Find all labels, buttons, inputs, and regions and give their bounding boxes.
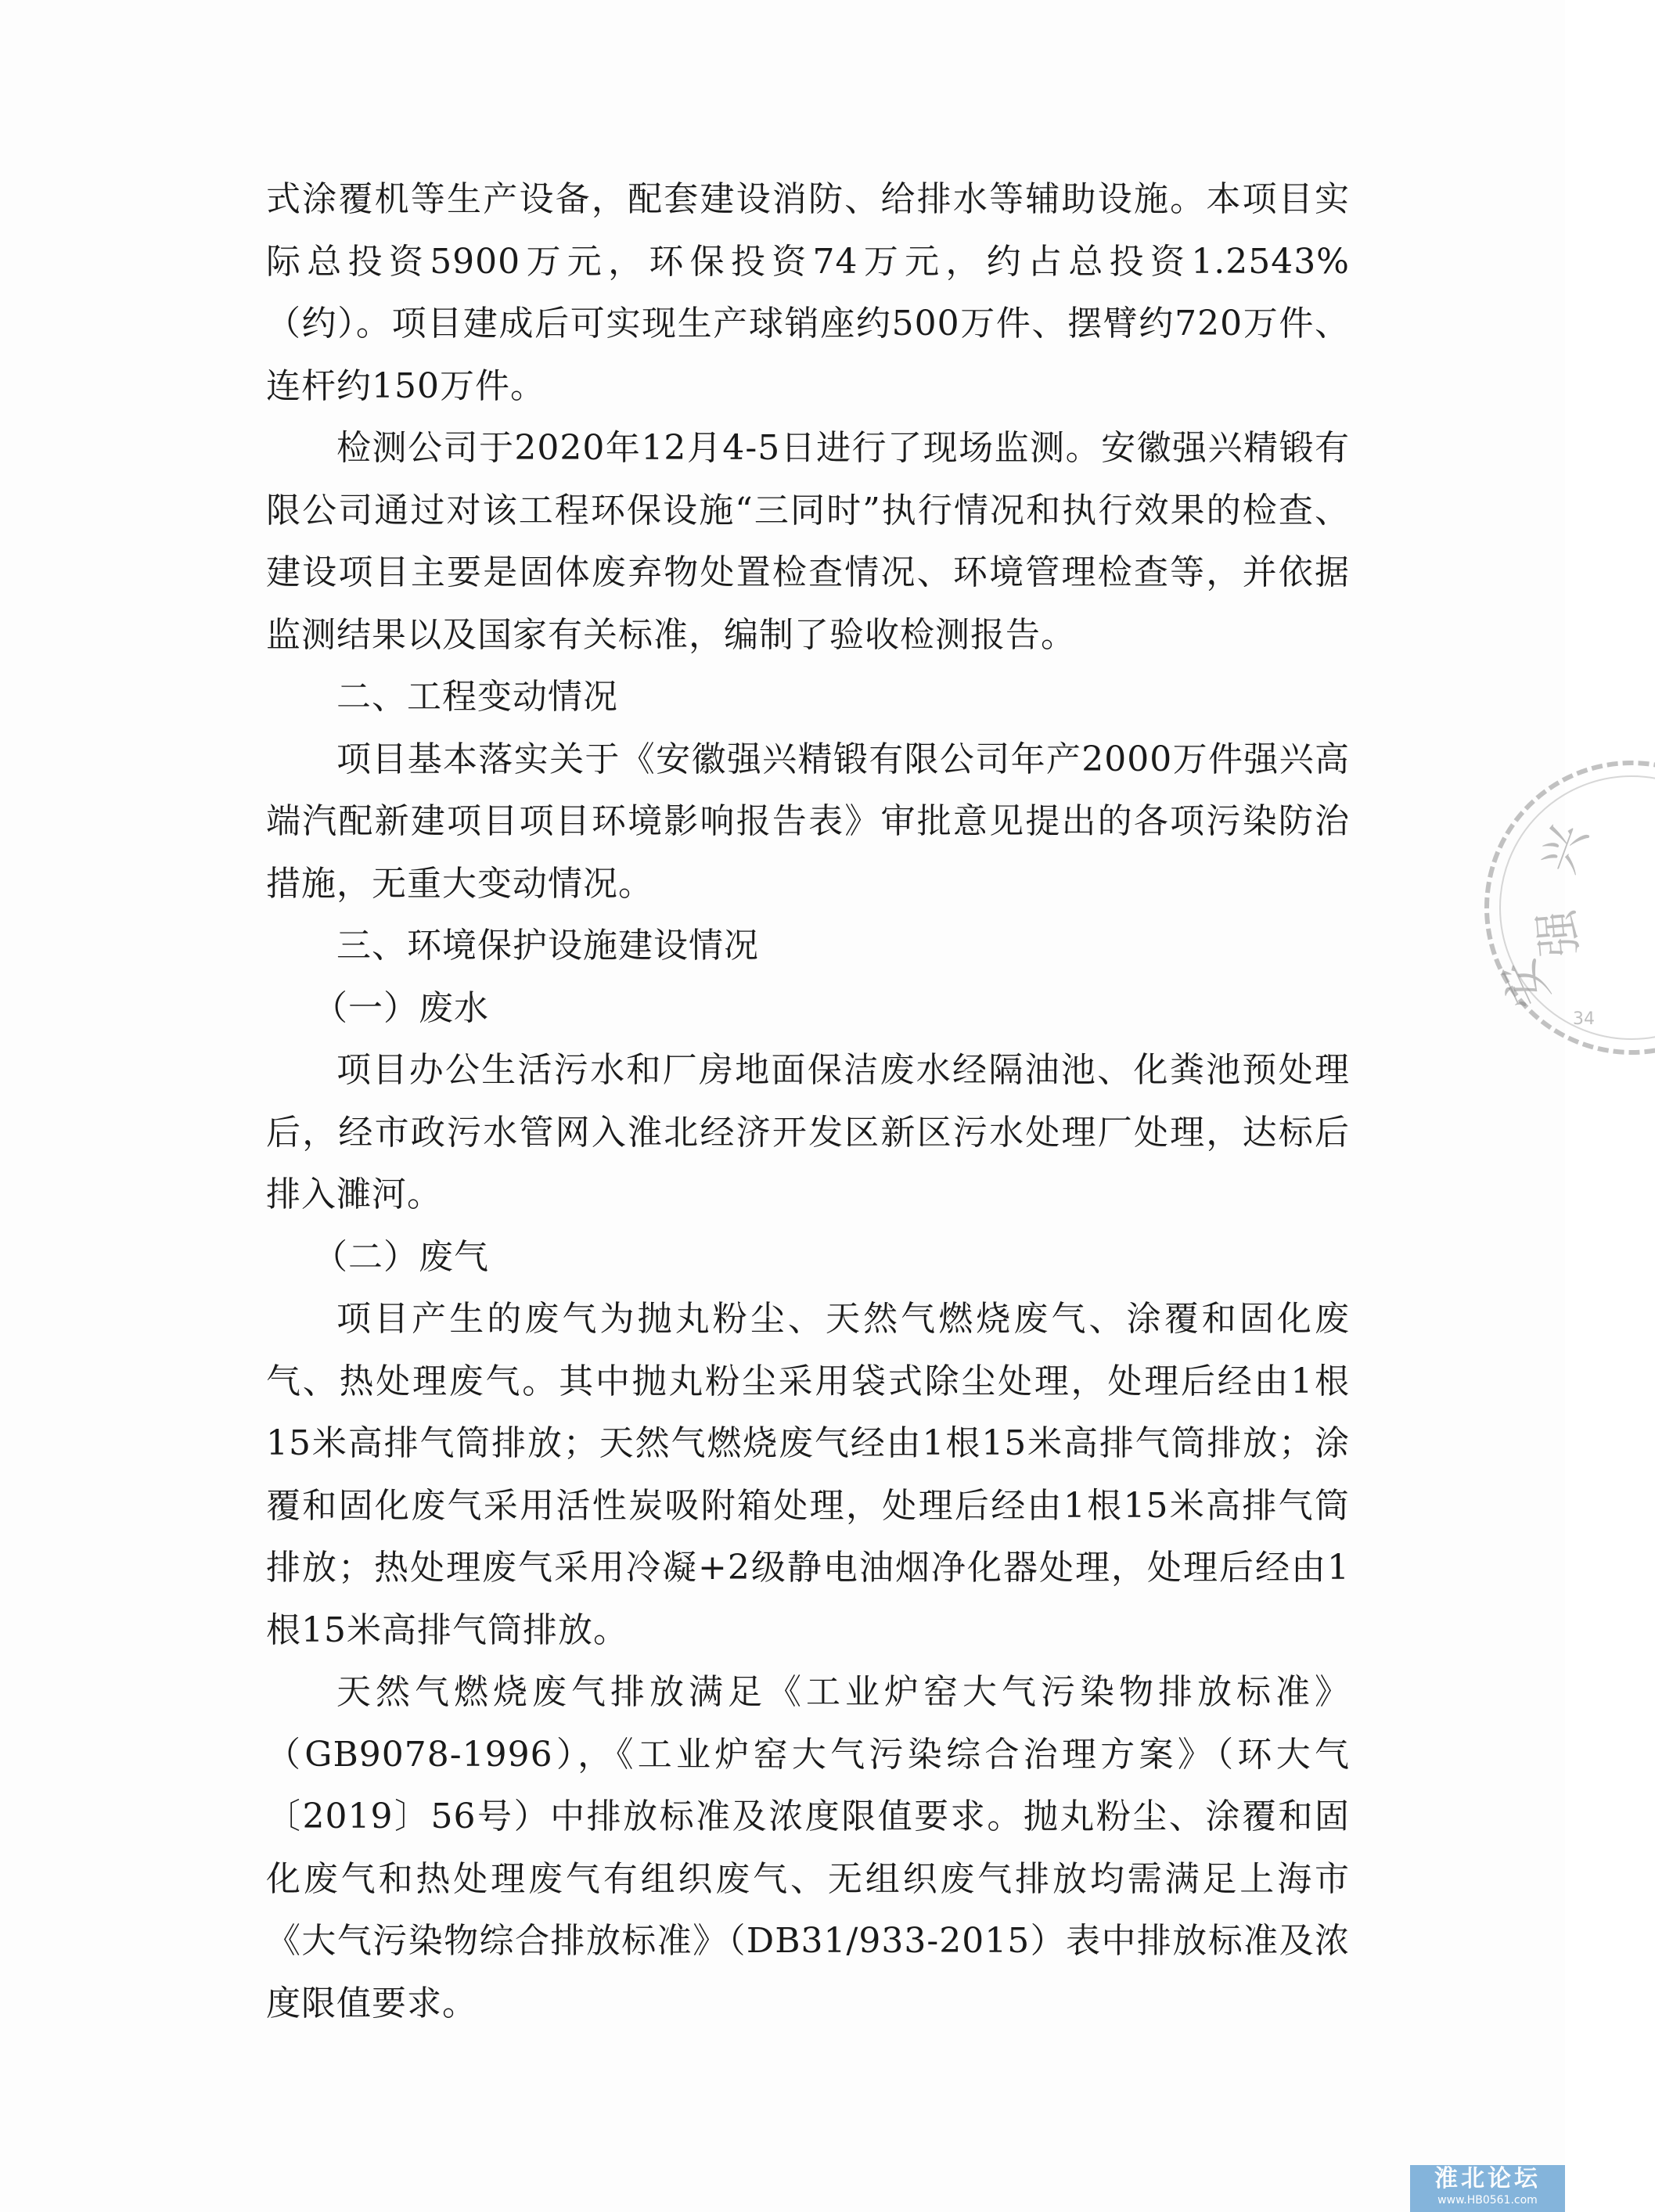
seal-char: 兴 [1531,817,1599,880]
document-body [266,168,1350,2034]
heading-wastewater: （一）废水 [313,987,489,1028]
watermark-url: www.HB0561.com [1437,2194,1538,2207]
paragraph-emission-standards: 天然气燃烧废气排放满足《工业炉窑大气污染物排放标准》（GB9078-1996），《工业炉窑大气污染综合治理方案》（环大气〔2019〕56号）中排放标准及浓度限值要求。抛丸粉尘、涂覆和固化废气和热处理废气有组织废气、无组织废气排放均需满足上海市《大气污染物综合排放标准》（DB31/933-2015）表中排放标准及浓度限值要求。 [266,1672,1350,2023]
seal-char: 强 [1529,907,1588,959]
paragraph-exhaust-gas: 项目产生的废气为抛丸粉尘、天然气燃烧废气、涂覆和固化废气、热处理废气。其中抛丸粉尘采用袋式除尘处理，处理后经由1根15米高排气筒排放；天然气燃烧废气经由1根15米高排气筒排放；涂覆和固化废气采用活性炭吸附箱处理，处理后经由1根15米高排气筒排放；热处理废气采用冷凝+2级静电油烟净化器处理，处理后经由1根15米高排气筒排放。 [266,1299,1350,1650]
heading-env-facilities: 三、环境保护设施建设情况 [336,926,759,966]
official-seal [1483,751,1655,1064]
seal-ring [1483,751,1655,1064]
seal-char: 安 [1491,949,1560,1016]
paragraph-monitoring: 检测公司于2020年12月4-5日进行了现场监测。安徽强兴精锻有限公司通过对该工程环保设施“三同时”执行情况和执行效果的检查、建设项目主要是固体废弃物处置检查情况、环境管理检查等，并依据监测结果以及国家有关标准，编制了验收检测报告。 [266,428,1350,655]
seal-number: 34 [1573,1009,1595,1029]
site-watermark [1410,2165,1565,2212]
heading-exhaust-gas: （二）废气 [313,1236,489,1277]
paragraph-project-overview: 式涂覆机等生产设备，配套建设消防、给排水等辅助设施。本项目实际总投资5900万元，环保投资74万元，约占总投资1.2543%（约）。项目建成后可实现生产球销座约500万件、摆臂约720万件、连杆约150万件。 [266,179,1350,406]
heading-project-changes: 二、工程变动情况 [336,677,618,717]
watermark-title: 淮北论坛 [1434,2165,1541,2192]
paragraph-wastewater: 项目办公生活污水和厂房地面保洁废水经隔油池、化粪池预处理后，经市政污水管网入淮北经济开发区新区污水处理厂处理，达标后排入濉河。 [266,1050,1350,1214]
paragraph-project-changes: 项目基本落实关于《安徽强兴精锻有限公司年产2000万件强兴高端汽配新建项目项目环境影响报告表》审批意见提出的各项污染防治措施，无重大变动情况。 [266,739,1350,904]
